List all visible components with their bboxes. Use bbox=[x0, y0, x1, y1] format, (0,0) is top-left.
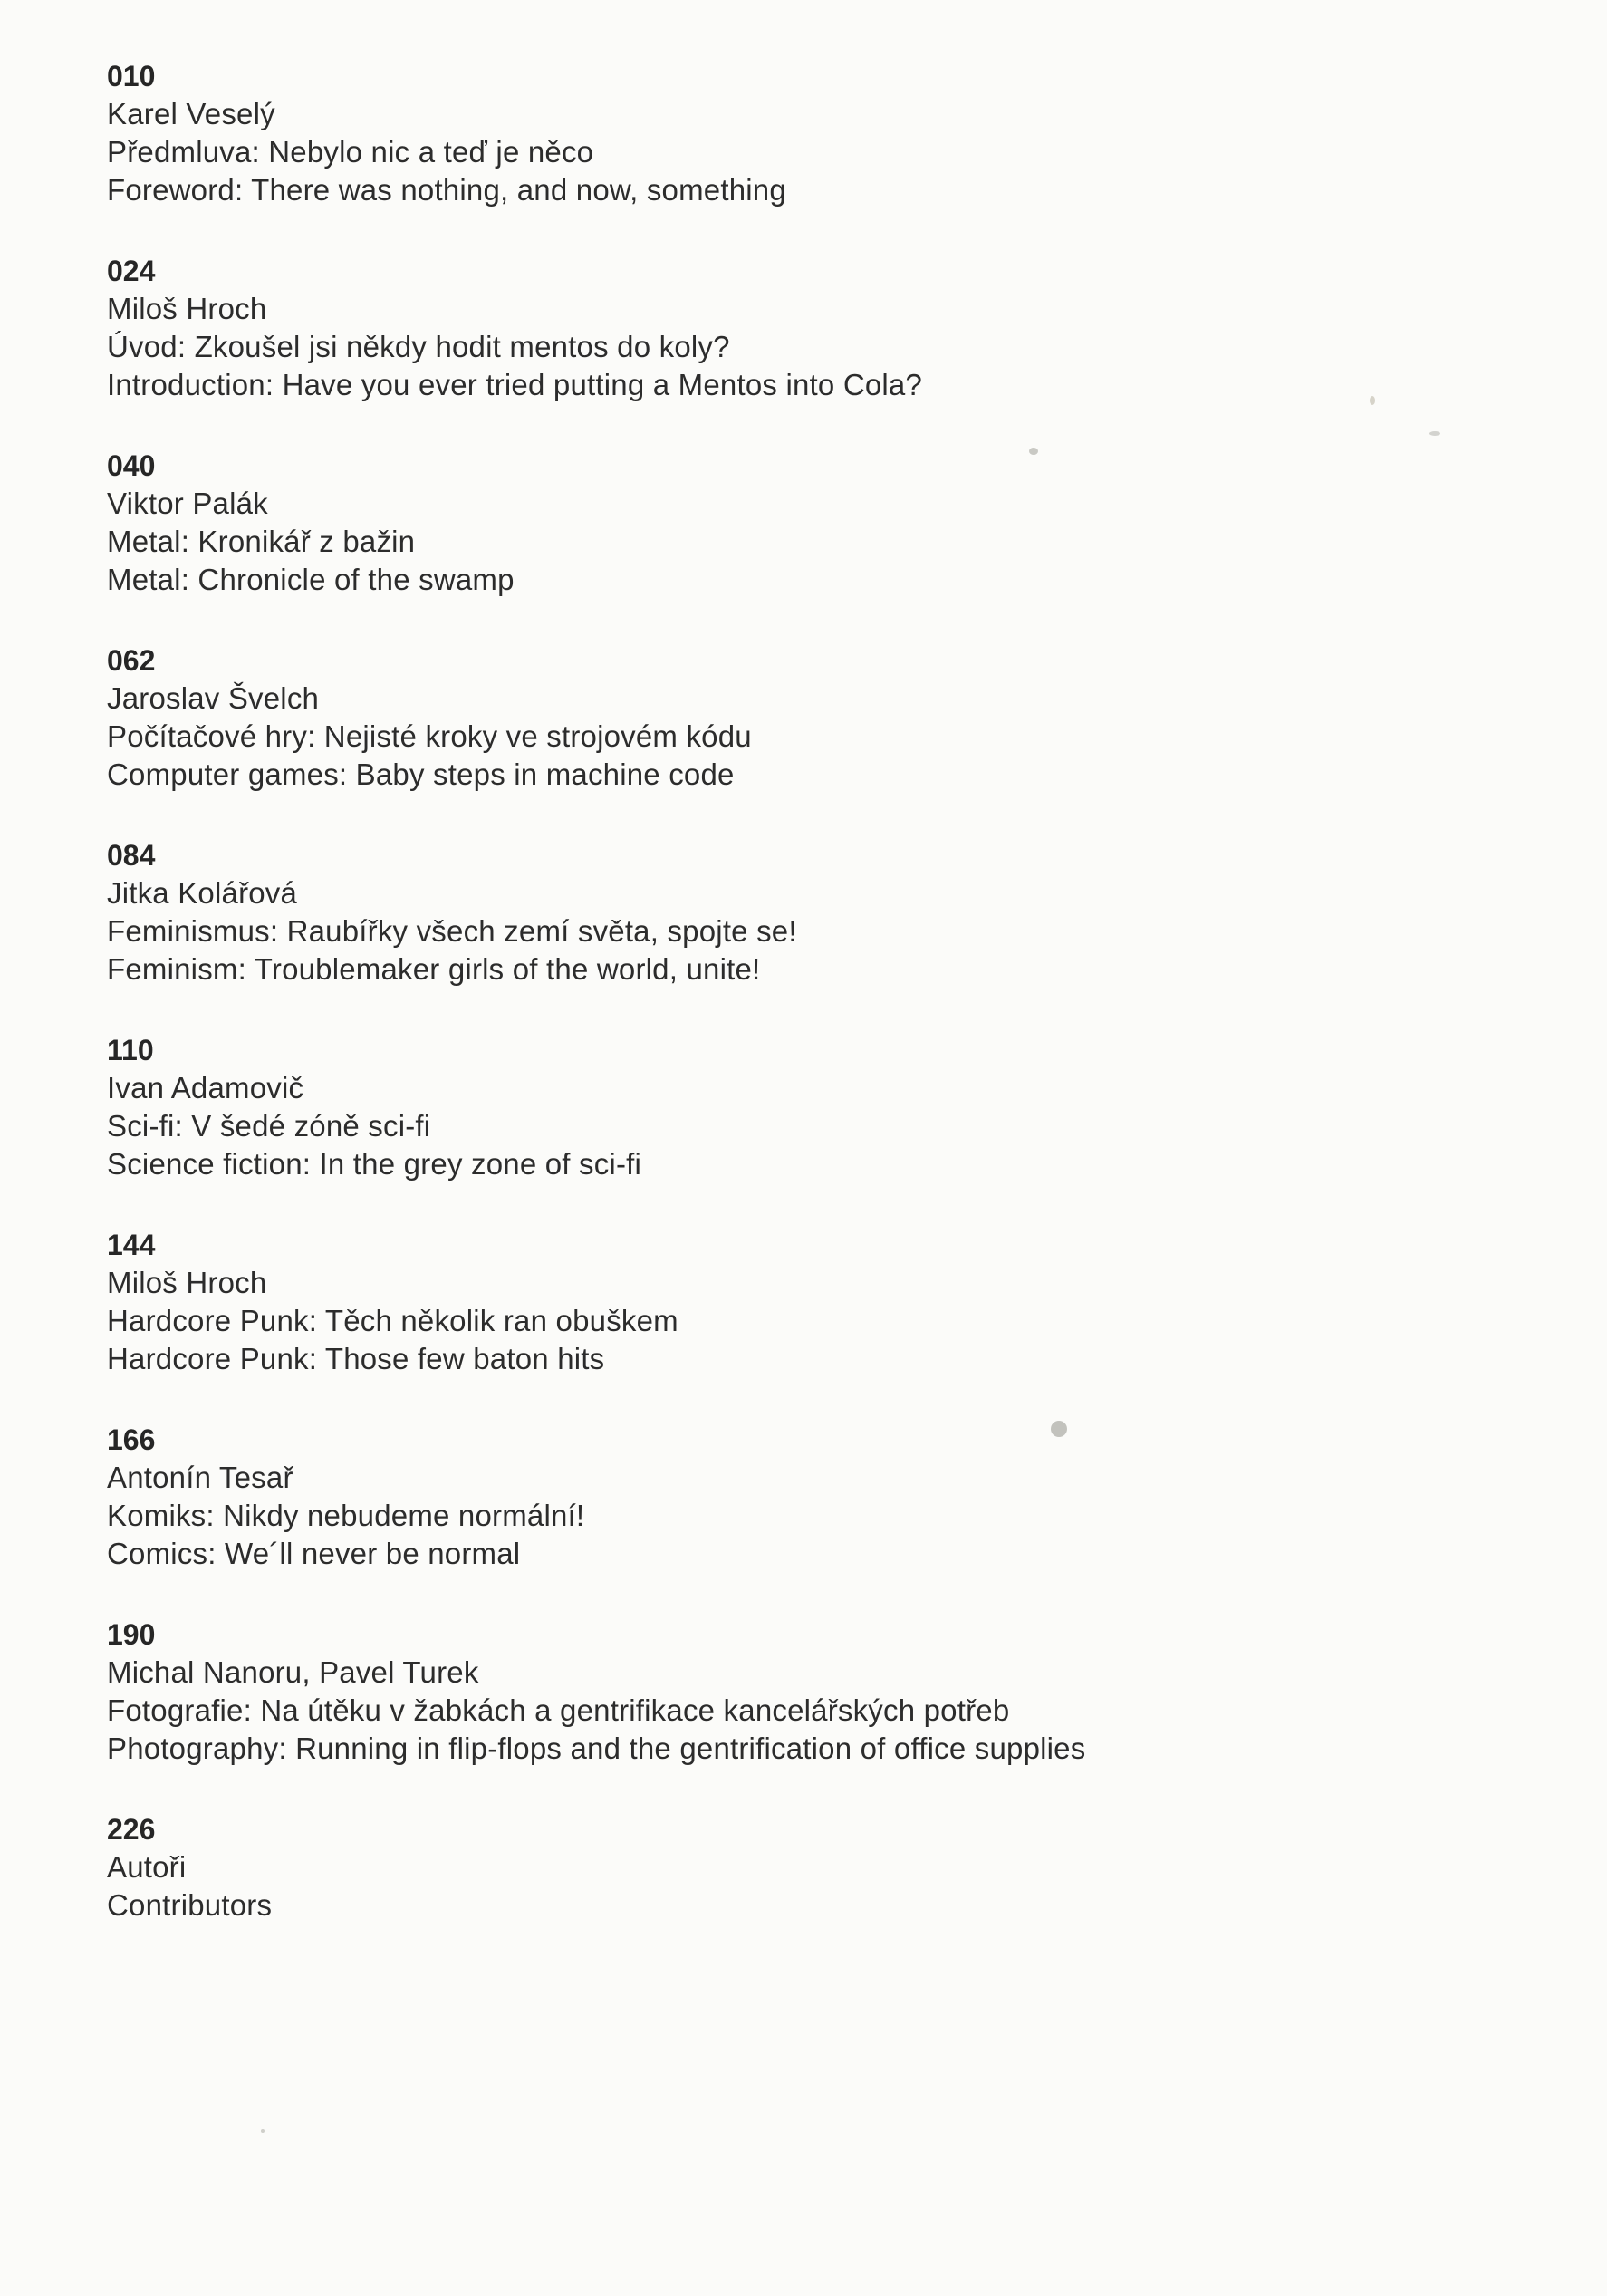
author: Michal Nanoru, Pavel Turek bbox=[107, 1655, 479, 1689]
title-czech: Feminismus: Raubířky všech zemí světa, spojte se! bbox=[107, 914, 797, 948]
author: Miloš Hroch bbox=[107, 292, 267, 325]
paper-speck bbox=[261, 2129, 265, 2133]
title-english: Comics: We´ll never be normal bbox=[107, 1537, 521, 1570]
author: Ivan Adamovič bbox=[107, 1071, 304, 1105]
page-number: 190 bbox=[107, 1618, 156, 1651]
title-english: Photography: Running in flip-flops and the gentrification of office supplies bbox=[107, 1732, 1086, 1765]
page-number: 166 bbox=[107, 1423, 156, 1456]
toc-entry bbox=[107, 447, 1375, 642]
paper-speck bbox=[1029, 448, 1038, 455]
title-english: Foreword: There was nothing, and now, something bbox=[107, 173, 786, 207]
toc-entry bbox=[107, 836, 1375, 1031]
page-number: 084 bbox=[107, 839, 156, 872]
title-czech: Fotografie: Na útěku v žabkách a gentrifikace kancelářských potřeb bbox=[107, 1693, 1010, 1727]
paper-speck bbox=[1051, 1421, 1067, 1437]
page-number: 110 bbox=[107, 1034, 154, 1066]
title-english: Hardcore Punk: Those few baton hits bbox=[107, 1342, 605, 1375]
title-czech: Contributors bbox=[107, 1888, 273, 1922]
author: Miloš Hroch bbox=[107, 1266, 267, 1299]
author: Karel Veselý bbox=[107, 97, 275, 130]
author: Autoři bbox=[107, 1850, 187, 1884]
title-czech: Předmluva: Nebylo nic a teď je něco bbox=[107, 135, 594, 169]
author: Jaroslav Švelch bbox=[107, 681, 320, 715]
table-of-contents bbox=[107, 57, 1375, 2005]
title-english: Metal: Chronicle of the swamp bbox=[107, 563, 515, 596]
page-number: 226 bbox=[107, 1813, 156, 1846]
page-number: 024 bbox=[107, 255, 156, 287]
title-czech: Metal: Kronikář z bažin bbox=[107, 525, 416, 558]
page-number: 010 bbox=[107, 60, 156, 92]
title-czech: Hardcore Punk: Těch několik ran obuškem bbox=[107, 1304, 678, 1337]
author: Antonín Tesař bbox=[107, 1461, 293, 1494]
title-czech: Úvod: Zkoušel jsi někdy hodit mentos do koly? bbox=[107, 330, 730, 363]
toc-entry bbox=[107, 252, 1375, 447]
toc-entry bbox=[107, 1616, 1375, 1810]
title-english: Introduction: Have you ever tried putting a Mentos into Cola? bbox=[107, 368, 923, 401]
page-number: 144 bbox=[107, 1229, 156, 1261]
title-czech: Komiks: Nikdy nebudeme normální! bbox=[107, 1499, 585, 1532]
toc-entry bbox=[107, 1810, 1375, 2005]
title-english: Computer games: Baby steps in machine code bbox=[107, 757, 735, 791]
title-czech: Sci-fi: V šedé zóně sci-fi bbox=[107, 1109, 431, 1143]
toc-entry bbox=[107, 1421, 1375, 1616]
title-english: Science fiction: In the grey zone of sci-fi bbox=[107, 1147, 642, 1181]
toc-entry bbox=[107, 57, 1375, 252]
title-english: Feminism: Troublemaker girls of the world, unite! bbox=[107, 952, 761, 986]
page-number: 040 bbox=[107, 449, 156, 482]
toc-entry bbox=[107, 1031, 1375, 1226]
author: Viktor Palák bbox=[107, 487, 268, 520]
toc-entry bbox=[107, 642, 1375, 836]
toc-entry bbox=[107, 1226, 1375, 1421]
page-number: 062 bbox=[107, 644, 156, 677]
author: Jitka Kolářová bbox=[107, 876, 298, 910]
paper-speck bbox=[1370, 396, 1375, 405]
paper-speck bbox=[1429, 431, 1440, 436]
title-czech: Počítačové hry: Nejisté kroky ve strojovém kódu bbox=[107, 719, 752, 753]
